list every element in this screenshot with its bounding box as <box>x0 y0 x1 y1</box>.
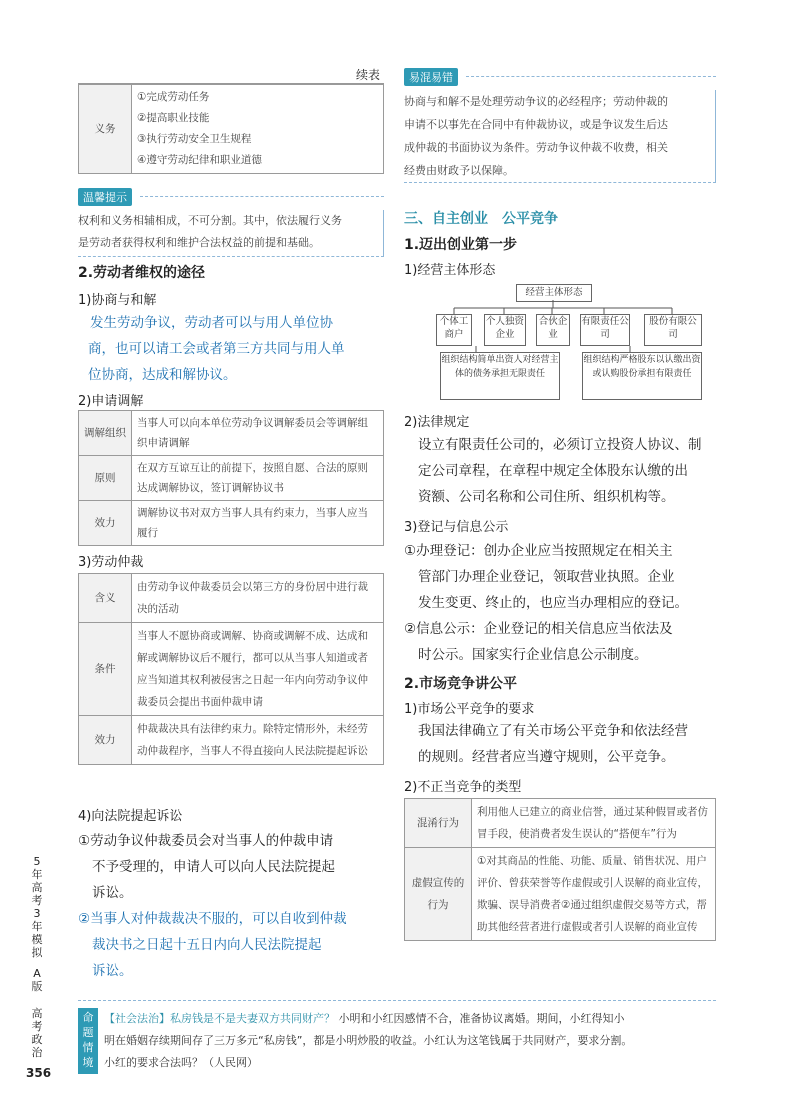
business-entity-diagram <box>404 282 716 414</box>
body-line: 诉讼。 <box>92 885 133 901</box>
body-line: 定公司章程，在章程中规定全体股东认缴的出 <box>418 463 688 479</box>
body-line: 时公示。国家实行企业信息公示制度。 <box>418 647 648 663</box>
confuse-line: 成仲裁的书面协议为条件。劳动争议仲裁不收费，相关 <box>404 141 668 154</box>
arbitration-label: 含义 <box>79 574 132 623</box>
section-title: 2.劳动者维权的途径 <box>78 265 206 281</box>
body-line: ②当事人对仲裁裁决不服的，可以自收到仲裁 <box>78 911 347 927</box>
edition: A版 <box>31 967 43 993</box>
body-line: 资额、公司名称和公司住所、组织机构等。 <box>418 489 675 505</box>
arbitration-text: 当事人不愿协商或调解、协商或调解不成、达成和解或调解协议后不履行，都可以从当事人知道或者应当知道其权利被侵害之日起一年内向劳动争议仲裁委员会提出书面仲裁申请 <box>132 623 384 716</box>
confuse-line: 协商与和解不是处理劳动争议的必经程序；劳动仲裁的 <box>404 95 668 108</box>
body-line: 发生劳动争议，劳动者可以与用人单位协 <box>90 315 333 331</box>
mediation-text: 调解协议书对双方当事人具有约束力，当事人应当履行 <box>132 501 384 546</box>
warm-tip-text: 权利和义务相辅相成，不可分割。其中，依法履行义务 <box>78 214 342 227</box>
entity-box: 合伙企业 <box>536 314 570 346</box>
confuse-box <box>404 66 716 183</box>
confuse-line: 经费由财政予以保障。 <box>404 164 514 177</box>
arbitration-label: 条件 <box>79 623 132 716</box>
body-line: 裁决书之日起十五日内向人民法院提起 <box>92 937 322 953</box>
law-body <box>418 432 716 510</box>
entity-note-right: 组织结构严格股东以认缴出资或认购股份承担有限责任 <box>582 352 702 400</box>
series-title: 5年高考3年模拟 <box>31 855 43 959</box>
unfair-competition-table <box>404 798 716 941</box>
subsection-title: 1)市场公平竞争的要求 <box>404 702 535 717</box>
body-line: ①劳动争议仲裁委员会对当事人的仲裁申请 <box>78 833 334 849</box>
section-title: 1.迈出创业第一步 <box>404 237 518 253</box>
page-number: 356 <box>26 1066 52 1080</box>
warm-tip-tag: 温馨提示 <box>78 188 132 206</box>
duty-label: 义务 <box>79 85 132 174</box>
registration-body <box>404 538 716 668</box>
entity-box: 有限责任公司 <box>580 314 630 346</box>
duty-item: ③执行劳动安全卫生规程 <box>137 133 252 145</box>
duty-item: ②提高职业技能 <box>137 112 210 124</box>
mediation-text: 当事人可以向本单位劳动争议调解委员会等调解组织申请调解 <box>132 411 384 456</box>
confuse-tag: 易混易错 <box>404 68 458 86</box>
subsection-title: 2)申请调解 <box>78 394 144 409</box>
diagram-root: 经营主体形态 <box>516 284 592 302</box>
subsection-title: 4)向法院提起诉讼 <box>78 809 183 824</box>
mediation-label: 效力 <box>79 501 132 546</box>
subsection-title: 1)经营主体形态 <box>404 263 496 278</box>
subsection-title: 3)登记与信息公示 <box>404 520 509 535</box>
mediation-table <box>78 410 384 546</box>
body-line: 我国法律确立了有关市场公平竞争和依法经营 <box>418 723 688 739</box>
entity-note-left: 组织结构简单出资人对经营主体的债务承担无限责任 <box>440 352 560 400</box>
subsection-title: 2)法律规定 <box>404 415 470 430</box>
entity-box: 个人独资企业 <box>484 314 526 346</box>
duty-table <box>78 84 384 174</box>
unfair-label: 混淆行为 <box>405 799 472 848</box>
entity-box: 个体工商户 <box>436 314 472 346</box>
confuse-line: 申请不以事先在合同中有仲裁协议，或是争议发生后达 <box>404 118 668 131</box>
body-line: 诉讼。 <box>92 963 133 979</box>
book-sidebar <box>26 855 52 1080</box>
body-line: 位协商，达成和解协议。 <box>88 367 237 383</box>
continued-label: 续表 <box>356 68 381 82</box>
entity-box: 股份有限公司 <box>644 314 702 346</box>
confuse-divider <box>466 76 716 77</box>
section-title: 2.市场竞争讲公平 <box>404 676 518 692</box>
body-line: ①办理登记：创办企业应当按照规定在相关主 <box>404 543 673 559</box>
footer-divider <box>78 1000 716 1001</box>
arbitration-text: 由劳动争议仲裁委员会以第三方的身份居中进行裁决的活动 <box>132 574 384 623</box>
arbitration-text: 仲裁裁决具有法律约束力。除特定情形外，未经劳动仲裁程序，当事人不得直接向人民法院提起诉讼 <box>132 716 384 765</box>
body-line: 管部门办理企业登记，领取营业执照。企业 <box>418 569 675 585</box>
warm-tip <box>78 186 384 257</box>
fair-body <box>418 718 716 770</box>
footer-context <box>104 1008 716 1074</box>
body-line: 的规则。经营者应当遵守规则，公平竞争。 <box>418 749 675 765</box>
footer-topic: 【社会法治】私房钱是不是夫妻双方共同财产？ <box>104 1012 335 1025</box>
subsection-title: 2)不正当竞争的类型 <box>404 780 522 795</box>
body-line: 发生变更、终止的，也应当办理相应的登记。 <box>418 595 688 611</box>
unfair-label: 虚假宣传的行为 <box>405 848 472 941</box>
mediation-text: 在双方互谅互让的前提下，按照自愿、合法的原则达成调解协议，签订调解协议书 <box>132 456 384 501</box>
footer-text: 小红的要求合法吗？（人民网） <box>104 1056 258 1069</box>
warm-tip-divider <box>140 196 384 197</box>
section-title: 三、自主创业 公平竞争 <box>404 211 558 227</box>
mediation-label: 原则 <box>79 456 132 501</box>
duty-item: ①完成劳动任务 <box>137 91 210 103</box>
footer-text: 小明和小红因感情不合，准备协议离婚。期间，小红得知小 <box>338 1012 625 1025</box>
unfair-text: ①对其商品的性能、功能、质量、销售状况、用户评价、曾获荣誉等作虚假或引人误解的商业宣传，欺骗、误导消费者②通过组织虚假交易等方式，帮助其他经营者进行虚假或者引人误解的商业宣传 <box>472 848 716 941</box>
negotiation-body <box>88 310 384 388</box>
lawsuit-body <box>78 828 384 984</box>
body-line: 设立有限责任公司的，必须订立投资人协议、制 <box>418 437 702 453</box>
unfair-text: 利用他人已建立的商业信誉，通过某种假冒或者仿冒手段，使消费者发生误认的“搭便车”行为 <box>472 799 716 848</box>
arbitration-label: 效力 <box>79 716 132 765</box>
mediation-label: 调解组织 <box>79 411 132 456</box>
warm-tip-text: 是劳动者获得权利和维护合法权益的前提和基础。 <box>78 236 320 249</box>
subject: 高考政治 <box>31 1007 43 1059</box>
duty-item: ④遵守劳动纪律和职业道德 <box>137 154 262 166</box>
subsection-title: 1)协商与和解 <box>78 293 157 308</box>
body-line: ②信息公示：企业登记的相关信息应当依法及 <box>404 621 673 637</box>
body-line: 商，也可以请工会或者第三方共同与用人单 <box>88 341 345 357</box>
footer-text: 明在婚姻存续期间存了三万多元“私房钱”，都是小明炒股的收益。小红认为这笔钱属于共同财产，要求分割。 <box>104 1034 633 1047</box>
body-line: 不予受理的，申请人可以向人民法院提起 <box>92 859 335 875</box>
arbitration-table <box>78 573 384 765</box>
subsection-title: 3)劳动仲裁 <box>78 555 144 570</box>
footer-tag: 命题情境 <box>78 1008 98 1074</box>
